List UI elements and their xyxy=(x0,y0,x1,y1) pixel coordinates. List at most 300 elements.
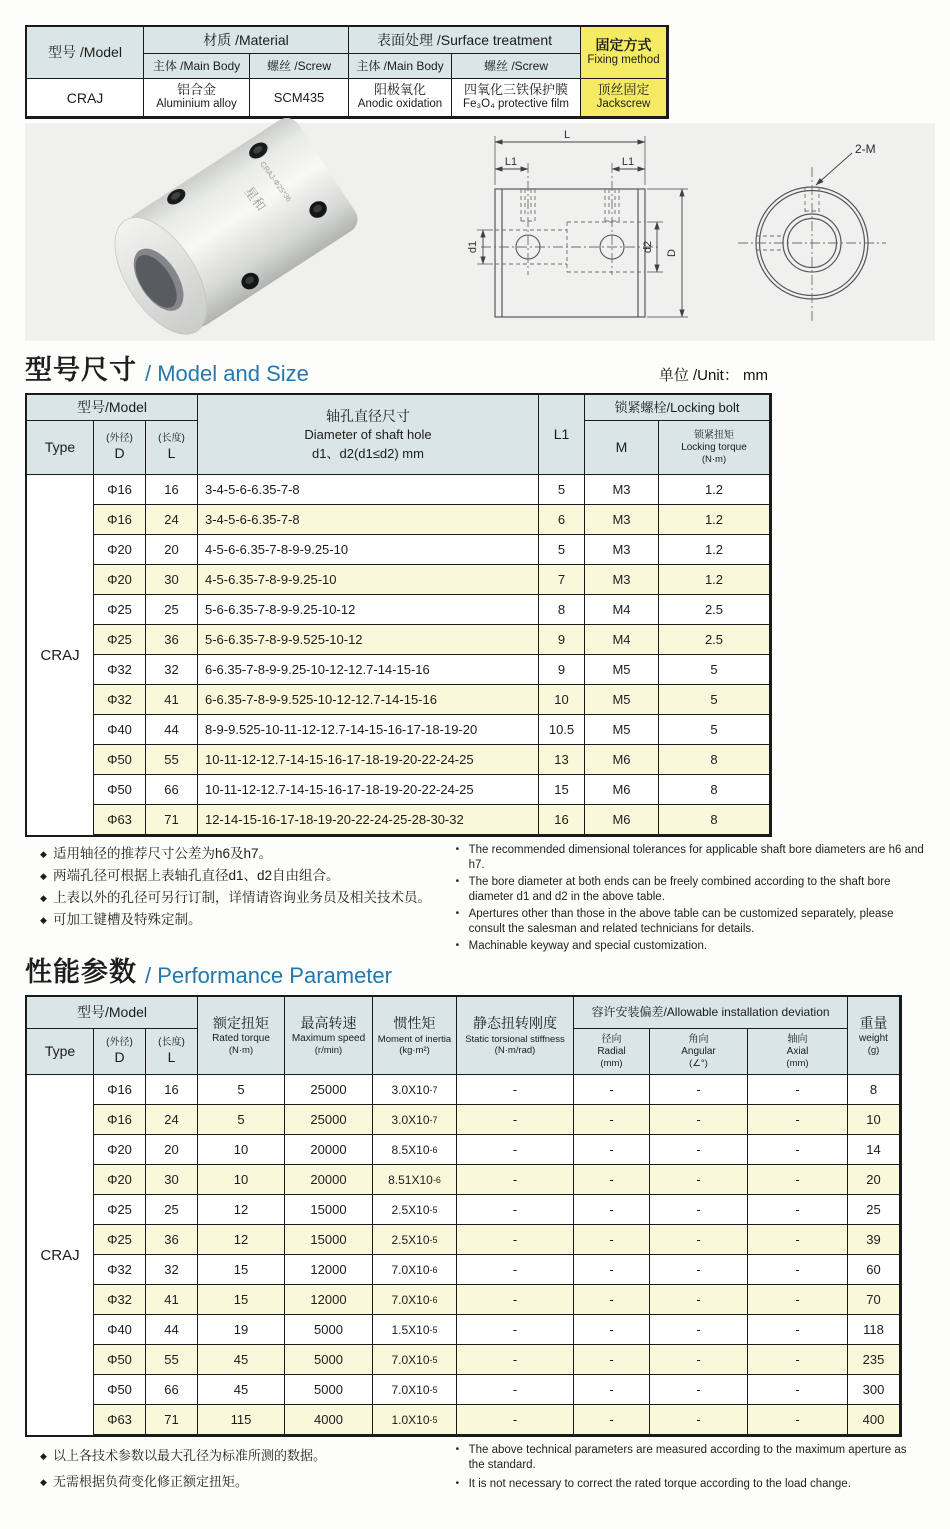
perf-h-d-main: D xyxy=(114,1049,125,1066)
length-cell: 71 xyxy=(146,805,198,835)
spec-header-fixing xyxy=(581,27,667,79)
shaft-hole-sizes-cell: 3-4-5-6-6.35-7-8 xyxy=(198,505,539,535)
spec-header-surface: 表面处理 /Surface treatment xyxy=(349,27,581,54)
size-h-torque xyxy=(659,421,770,475)
length-cell: 71 xyxy=(146,1405,198,1435)
side-view-drawing xyxy=(455,123,700,339)
fixing-value-en: Jackscrew xyxy=(596,98,651,111)
perf-h-angular xyxy=(650,1029,748,1075)
rated-torque-unit: (N·m) xyxy=(228,1045,254,1057)
inertia-cell: 1.5X10 -5 xyxy=(373,1315,457,1345)
rated-torque-cell: 15 xyxy=(198,1285,285,1315)
max-speed-unit: (r/min) xyxy=(314,1045,343,1057)
dot-bullet-icon: • xyxy=(455,908,460,919)
stiffness-cell: - xyxy=(457,1375,574,1405)
bolt-size-cell: M3 xyxy=(585,505,659,535)
perf-h-d-sub: (外径) xyxy=(106,1037,133,1049)
size-notes-zh xyxy=(40,843,456,943)
angular-cell: - xyxy=(650,1375,748,1405)
shaft-hole-sizes-cell: 4-5-6-6.35-7-8-9-9.25-10 xyxy=(198,535,539,565)
stiffness-cell: - xyxy=(457,1135,574,1165)
outer-diameter-cell: Φ50 xyxy=(94,775,146,805)
bolt-size-cell: M4 xyxy=(585,595,659,625)
inertia-base: 8.5X10 xyxy=(391,1142,430,1157)
torque-h-en: Locking torque xyxy=(681,441,747,453)
stiffness-cell: - xyxy=(457,1315,574,1345)
angular-cell: - xyxy=(650,1315,748,1345)
dim-label-d1: d1 xyxy=(467,240,479,254)
l1-cell: 6 xyxy=(539,505,585,535)
max-speed-cell: 4000 xyxy=(285,1405,373,1435)
perf-table-row xyxy=(27,1225,900,1255)
radial-cell: - xyxy=(574,1285,650,1315)
perf-h-axial xyxy=(748,1029,848,1075)
l1-cell: 5 xyxy=(539,535,585,565)
l1-cell: 13 xyxy=(539,745,585,775)
inertia-base: 1.5X10 xyxy=(391,1322,430,1337)
note-item xyxy=(40,887,456,909)
dot-bullet-icon: • xyxy=(455,1478,460,1489)
size-table-body xyxy=(27,475,770,835)
note-text: 上表以外的孔径可另行订制，详情请咨询业务员及相关技术员。 xyxy=(53,890,431,905)
weight-cell: 235 xyxy=(848,1345,900,1375)
max-speed-cell: 15000 xyxy=(285,1225,373,1255)
rated-torque-cell: 19 xyxy=(198,1315,285,1345)
size-table-row xyxy=(27,595,770,625)
perf-title-en: / Performance Parameter xyxy=(145,963,392,988)
perf-h-model: 型号/Model xyxy=(27,997,198,1029)
shaft-hole-sizes-cell: 10-11-12-12.7-14-15-16-17-18-19-20-22-24-25 xyxy=(198,745,539,775)
locking-torque-cell: 1.2 xyxy=(659,535,770,565)
angular-cell: - xyxy=(650,1405,748,1435)
rated-torque-cell: 45 xyxy=(198,1345,285,1375)
fixing-value-zh: 顶丝固定 xyxy=(597,82,650,98)
rated-torque-zh: 额定扭矩 xyxy=(213,1014,269,1031)
fixing-method-en: Fixing method xyxy=(587,53,660,66)
outer-diameter-cell: Φ20 xyxy=(94,535,146,565)
inertia-cell: 7.0X10 -5 xyxy=(373,1345,457,1375)
inertia-base: 7.0X10 xyxy=(391,1352,430,1367)
spec-table xyxy=(25,25,669,119)
length-cell: 55 xyxy=(146,1345,198,1375)
brand-mark: 星和 xyxy=(241,183,269,214)
outer-diameter-cell: Φ32 xyxy=(94,655,146,685)
perf-title-zh: 性能参数 xyxy=(25,957,137,987)
shaft-hole-sizes-cell: 6-6.35-7-8-9-9.25-10-12-12.7-14-15-16 xyxy=(198,655,539,685)
dim-label-D: D xyxy=(666,249,678,257)
locking-torque-cell: 2.5 xyxy=(659,595,770,625)
locking-torque-cell: 2.5 xyxy=(659,625,770,655)
outer-diameter-cell: Φ40 xyxy=(94,715,146,745)
radial-cell: - xyxy=(574,1375,650,1405)
bolt-size-cell: M6 xyxy=(585,775,659,805)
max-speed-cell: 5000 xyxy=(285,1315,373,1345)
bolt-size-cell: M3 xyxy=(585,565,659,595)
shaft-h-zh: 轴孔直径尺寸 xyxy=(326,407,410,424)
inertia-cell: 7.0X10 -5 xyxy=(373,1375,457,1405)
size-table-row xyxy=(27,685,770,715)
weight-cell: 70 xyxy=(848,1285,900,1315)
perf-table-row xyxy=(27,1135,900,1165)
stiffness-unit: (N·m/rad) xyxy=(494,1044,536,1056)
angular-cell: - xyxy=(650,1255,748,1285)
product-image-band xyxy=(25,123,935,341)
torque-h-unit: (N·m) xyxy=(701,453,727,465)
shaft-hole-sizes-cell: 5-6-6.35-7-8-9-9.25-10-12 xyxy=(198,595,539,625)
spec-header-mainbody-2: 主体 /Main Body xyxy=(349,54,452,79)
outer-diameter-cell: Φ16 xyxy=(94,1105,146,1135)
dot-bullet-icon: • xyxy=(455,844,460,855)
outer-diameter-cell: Φ40 xyxy=(94,1315,146,1345)
size-table-row xyxy=(27,775,770,805)
rated-torque-en: Rated torque xyxy=(212,1033,270,1045)
weight-cell: 8 xyxy=(848,1075,900,1105)
radial-en: Radial xyxy=(597,1045,626,1057)
perf-table-row xyxy=(27,1165,900,1195)
radial-cell: - xyxy=(574,1405,650,1435)
shaft-h-en: Diameter of shaft hole xyxy=(304,427,432,443)
angular-cell: - xyxy=(650,1285,748,1315)
axial-cell: - xyxy=(748,1105,848,1135)
outer-diameter-cell: Φ20 xyxy=(94,565,146,595)
bolt-size-cell: M5 xyxy=(585,655,659,685)
axial-cell: - xyxy=(748,1075,848,1105)
inertia-cell: 3.0X10 -7 xyxy=(373,1105,457,1135)
locking-torque-cell: 5 xyxy=(659,655,770,685)
outer-diameter-cell: Φ32 xyxy=(94,1255,146,1285)
stiffness-cell: - xyxy=(457,1075,574,1105)
perf-table-row xyxy=(27,1285,900,1315)
perf-h-inertia xyxy=(373,997,457,1075)
spec-surface-screw xyxy=(452,79,581,117)
axial-cell: - xyxy=(748,1345,848,1375)
spec-header-screw-2: 螺丝 /Screw xyxy=(452,54,581,79)
dim-label-L: L xyxy=(563,129,571,141)
note-item xyxy=(40,865,456,887)
l1-cell: 7 xyxy=(539,565,585,595)
l1-cell: 10.5 xyxy=(539,715,585,745)
size-title-en: / Model and Size xyxy=(145,361,309,386)
spec-header-material: 材质 /Material xyxy=(144,27,349,54)
inertia-base: 7.0X10 xyxy=(391,1382,430,1397)
max-speed-cell: 20000 xyxy=(285,1165,373,1195)
size-h-lock: 锁紧螺栓/Locking bolt xyxy=(585,395,770,421)
inertia-cell: 2.5X10 -5 xyxy=(373,1225,457,1255)
material-body-zh: 铝合金 xyxy=(176,82,216,98)
spec-material-body xyxy=(144,79,250,117)
shaft-hole-sizes-cell: 6-6.35-7-8-9-9.525-10-12-12.7-14-15-16 xyxy=(198,685,539,715)
stiffness-cell: - xyxy=(457,1195,574,1225)
note-text: 以上各技术参数以最大孔径为标准所测的数据。 xyxy=(53,1448,327,1463)
length-cell: 30 xyxy=(146,1165,198,1195)
rated-torque-cell: 12 xyxy=(198,1195,285,1225)
max-speed-cell: 20000 xyxy=(285,1135,373,1165)
perf-type-cell: CRAJ xyxy=(27,1075,94,1435)
axial-cell: - xyxy=(748,1405,848,1435)
bolt-size-cell: M3 xyxy=(585,535,659,565)
dim-label-d2: d2 xyxy=(642,240,654,254)
l1-cell: 8 xyxy=(539,595,585,625)
perf-table-body xyxy=(27,1075,900,1435)
size-h-l1: L1 xyxy=(539,395,585,475)
perf-table-row xyxy=(27,1075,900,1105)
outer-diameter-cell: Φ25 xyxy=(94,625,146,655)
length-cell: 44 xyxy=(146,715,198,745)
angular-cell: - xyxy=(650,1135,748,1165)
l1-cell: 15 xyxy=(539,775,585,805)
angular-cell: - xyxy=(650,1165,748,1195)
l1-cell: 10 xyxy=(539,685,585,715)
stiffness-cell: - xyxy=(457,1255,574,1285)
weight-unit: (g) xyxy=(867,1045,880,1057)
note-item xyxy=(40,843,456,865)
spec-header-screw-1: 螺丝 /Screw xyxy=(250,54,349,79)
max-speed-cell: 25000 xyxy=(285,1075,373,1105)
fixing-method-zh: 固定方式 xyxy=(595,37,652,54)
radial-cell: - xyxy=(574,1075,650,1105)
angular-cell: - xyxy=(650,1105,748,1135)
rated-torque-cell: 15 xyxy=(198,1255,285,1285)
weight-cell: 10 xyxy=(848,1105,900,1135)
weight-cell: 118 xyxy=(848,1315,900,1345)
weight-cell: 14 xyxy=(848,1135,900,1165)
weight-en: weight xyxy=(859,1033,888,1045)
shaft-hole-sizes-cell: 4-5-6.35-7-8-9-9.25-10 xyxy=(198,565,539,595)
angular-zh: 角向 xyxy=(688,1034,709,1046)
radial-cell: - xyxy=(574,1105,650,1135)
inertia-base: 7.0X10 xyxy=(391,1262,430,1277)
size-section-header xyxy=(25,353,768,387)
diamond-bullet-icon: ◆ xyxy=(40,915,47,925)
radial-cell: - xyxy=(574,1165,650,1195)
inertia-base: 3.0X10 xyxy=(391,1082,430,1097)
shaft-hole-sizes-cell: 10-11-12-12.7-14-15-16-17-18-19-20-22-24-25 xyxy=(198,775,539,805)
size-table-row xyxy=(27,745,770,775)
outer-diameter-cell: Φ25 xyxy=(94,1195,146,1225)
axial-cell: - xyxy=(748,1195,848,1225)
length-cell: 24 xyxy=(146,1105,198,1135)
l1-cell: 5 xyxy=(539,475,585,505)
dot-bullet-icon: • xyxy=(455,876,460,887)
size-type-cell: CRAJ xyxy=(27,475,94,835)
weight-cell: 39 xyxy=(848,1225,900,1255)
stiffness-cell: - xyxy=(457,1225,574,1255)
weight-cell: 400 xyxy=(848,1405,900,1435)
max-speed-cell: 15000 xyxy=(285,1195,373,1225)
axial-cell: - xyxy=(748,1135,848,1165)
angular-unit: (∠°) xyxy=(689,1057,708,1069)
inertia-cell: 2.5X10 -5 xyxy=(373,1195,457,1225)
size-h-shaft xyxy=(198,395,539,475)
outer-diameter-cell: Φ63 xyxy=(94,1405,146,1435)
angular-cell: - xyxy=(650,1345,748,1375)
l1-cell: 9 xyxy=(539,625,585,655)
bolt-size-cell: M6 xyxy=(585,745,659,775)
perf-table-row xyxy=(27,1195,900,1225)
outer-diameter-cell: Φ50 xyxy=(94,1345,146,1375)
rated-torque-cell: 5 xyxy=(198,1075,285,1105)
outer-diameter-cell: Φ16 xyxy=(94,1075,146,1105)
inertia-base: 2.5X10 xyxy=(391,1232,430,1247)
locking-torque-cell: 5 xyxy=(659,685,770,715)
note-text: 两端孔径可根据上表轴孔直径d1、d2自由组合。 xyxy=(53,868,340,883)
outer-diameter-cell: Φ25 xyxy=(94,1225,146,1255)
note-item xyxy=(456,843,925,872)
performance-table xyxy=(25,995,902,1437)
size-table-row xyxy=(27,505,770,535)
stiffness-zh: 静态扭转刚度 xyxy=(473,1015,557,1032)
size-h-l-sub: (长度) xyxy=(158,433,185,445)
inertia-cell: 7.0X10 -6 xyxy=(373,1285,457,1315)
locking-torque-cell: 5 xyxy=(659,715,770,745)
length-cell: 20 xyxy=(146,1135,198,1165)
radial-zh: 径向 xyxy=(601,1034,622,1046)
axial-cell: - xyxy=(748,1285,848,1315)
weight-cell: 300 xyxy=(848,1375,900,1405)
note-text: 无需根据负荷变化修正额定扭矩。 xyxy=(53,1474,249,1489)
stiffness-cell: - xyxy=(457,1405,574,1435)
length-cell: 30 xyxy=(146,565,198,595)
note-text: The recommended dimensional tolerances for applicable shaft bore diameters are h6 and h7. xyxy=(468,844,924,871)
end-view-drawing xyxy=(700,123,935,339)
radial-cell: - xyxy=(574,1315,650,1345)
dot-bullet-icon: • xyxy=(455,1444,460,1455)
note-text: The above technical parameters are measured according to the maximum aperture as the standard. xyxy=(468,1444,907,1471)
perf-table-row xyxy=(27,1375,900,1405)
rated-torque-cell: 45 xyxy=(198,1375,285,1405)
perf-table-row xyxy=(27,1405,900,1435)
inertia-unit: (kg·m²) xyxy=(399,1044,430,1056)
dot-bullet-icon: • xyxy=(455,940,460,951)
size-h-l-main: L xyxy=(167,445,176,462)
max-speed-cell: 5000 xyxy=(285,1375,373,1405)
note-text: Apertures other than those in the above table can be customized separately, please consult the salesman and related technicians for details. xyxy=(468,908,894,935)
length-cell: 25 xyxy=(146,595,198,625)
inertia-zh: 惯性矩 xyxy=(393,1015,436,1032)
spec-header-mainbody-1: 主体 /Main Body xyxy=(144,54,250,79)
torque-h-zh: 锁紧扭矩 xyxy=(694,430,734,442)
size-table-header xyxy=(27,395,770,475)
outer-diameter-cell: Φ50 xyxy=(94,745,146,775)
locking-torque-cell: 1.2 xyxy=(659,565,770,595)
perf-table-row xyxy=(27,1345,900,1375)
length-cell: 55 xyxy=(146,745,198,775)
size-h-d-sub: (外径) xyxy=(106,433,133,445)
l1-cell: 9 xyxy=(539,655,585,685)
rated-torque-cell: 5 xyxy=(198,1105,285,1135)
note-text: Machinable keyway and special customization. xyxy=(468,940,708,952)
axial-cell: - xyxy=(748,1255,848,1285)
axial-unit: (mm) xyxy=(786,1057,809,1069)
perf-h-weight xyxy=(848,997,900,1075)
rated-torque-cell: 115 xyxy=(198,1405,285,1435)
stiffness-cell: - xyxy=(457,1345,574,1375)
locking-torque-cell: 1.2 xyxy=(659,505,770,535)
surface-screw-en: Fe₃O₄ protective film xyxy=(463,98,569,111)
locking-torque-cell: 1.2 xyxy=(659,475,770,505)
product-photo xyxy=(25,123,455,339)
length-cell: 66 xyxy=(146,1375,198,1405)
stiffness-cell: - xyxy=(457,1165,574,1195)
max-speed-cell: 12000 xyxy=(285,1255,373,1285)
size-table-row xyxy=(27,535,770,565)
bolt-size-cell: M6 xyxy=(585,805,659,835)
outer-diameter-cell: Φ20 xyxy=(94,1135,146,1165)
weight-cell: 20 xyxy=(848,1165,900,1195)
radial-cell: - xyxy=(574,1135,650,1165)
perf-h-stiffness xyxy=(457,997,574,1075)
perf-h-deviation: 容许安装偏差/Allowable installation deviation xyxy=(574,997,848,1029)
radial-cell: - xyxy=(574,1225,650,1255)
shaft-hole-sizes-cell: 3-4-5-6-6.35-7-8 xyxy=(198,475,539,505)
size-table-row xyxy=(27,655,770,685)
perf-h-l xyxy=(146,1029,198,1075)
axial-en: Axial xyxy=(786,1045,809,1057)
stiffness-en: Static torsional stiffness xyxy=(465,1033,565,1045)
axial-zh: 轴向 xyxy=(787,1034,808,1046)
spec-material-screw: SCM435 xyxy=(250,79,349,117)
stiffness-cell: - xyxy=(457,1105,574,1135)
note-item xyxy=(456,875,925,904)
model-mark: CRAJ-Φ25*36 xyxy=(258,159,294,204)
dim-label-L1-right: L1 xyxy=(621,156,635,168)
rated-torque-cell: 10 xyxy=(198,1135,285,1165)
length-cell: 36 xyxy=(146,1225,198,1255)
outer-diameter-cell: Φ32 xyxy=(94,1285,146,1315)
perf-table-row xyxy=(27,1255,900,1285)
max-speed-cell: 12000 xyxy=(285,1285,373,1315)
perf-h-l-sub: (长度) xyxy=(158,1037,185,1049)
inertia-cell: 8.5X10 -6 xyxy=(373,1135,457,1165)
note-item xyxy=(40,1469,456,1495)
length-cell: 41 xyxy=(146,1285,198,1315)
size-h-d xyxy=(94,421,146,475)
note-text: 适用轴径的推荐尺寸公差为h6及h7。 xyxy=(53,846,273,861)
inertia-cell: 1.0X10 -5 xyxy=(373,1405,457,1435)
note-item xyxy=(40,909,456,931)
angular-en: Angular xyxy=(681,1045,716,1057)
max-speed-cell: 25000 xyxy=(285,1105,373,1135)
rated-torque-cell: 12 xyxy=(198,1225,285,1255)
size-table-row xyxy=(27,475,770,505)
outer-diameter-cell: Φ16 xyxy=(94,505,146,535)
axial-cell: - xyxy=(748,1375,848,1405)
note-item xyxy=(456,1477,925,1492)
outer-diameter-cell: Φ16 xyxy=(94,475,146,505)
inertia-base: 7.0X10 xyxy=(391,1292,430,1307)
size-h-d-main: D xyxy=(114,445,125,462)
diamond-bullet-icon: ◆ xyxy=(40,1477,47,1487)
size-table-row xyxy=(27,715,770,745)
size-table-row xyxy=(27,625,770,655)
bolt-size-cell: M5 xyxy=(585,715,659,745)
radial-unit: (mm) xyxy=(600,1057,623,1069)
note-text: It is not necessary to correct the rated torque according to the load change. xyxy=(468,1478,851,1490)
size-h-l xyxy=(146,421,198,475)
bolt-size-cell: M5 xyxy=(585,685,659,715)
shaft-h-range: d1、d2(d1≤d2) mm xyxy=(312,445,424,461)
axial-cell: - xyxy=(748,1225,848,1255)
surface-screw-zh: 四氧化三铁保护膜 xyxy=(463,82,568,98)
axial-cell: - xyxy=(748,1165,848,1195)
catalog-page xyxy=(0,25,950,1529)
max-speed-zh: 最高转速 xyxy=(300,1014,357,1031)
size-h-m: M xyxy=(585,421,659,475)
length-cell: 32 xyxy=(146,655,198,685)
inertia-base: 1.0X10 xyxy=(391,1412,430,1427)
label-2M: 2-M xyxy=(855,142,876,156)
perf-h-radial xyxy=(574,1029,650,1075)
